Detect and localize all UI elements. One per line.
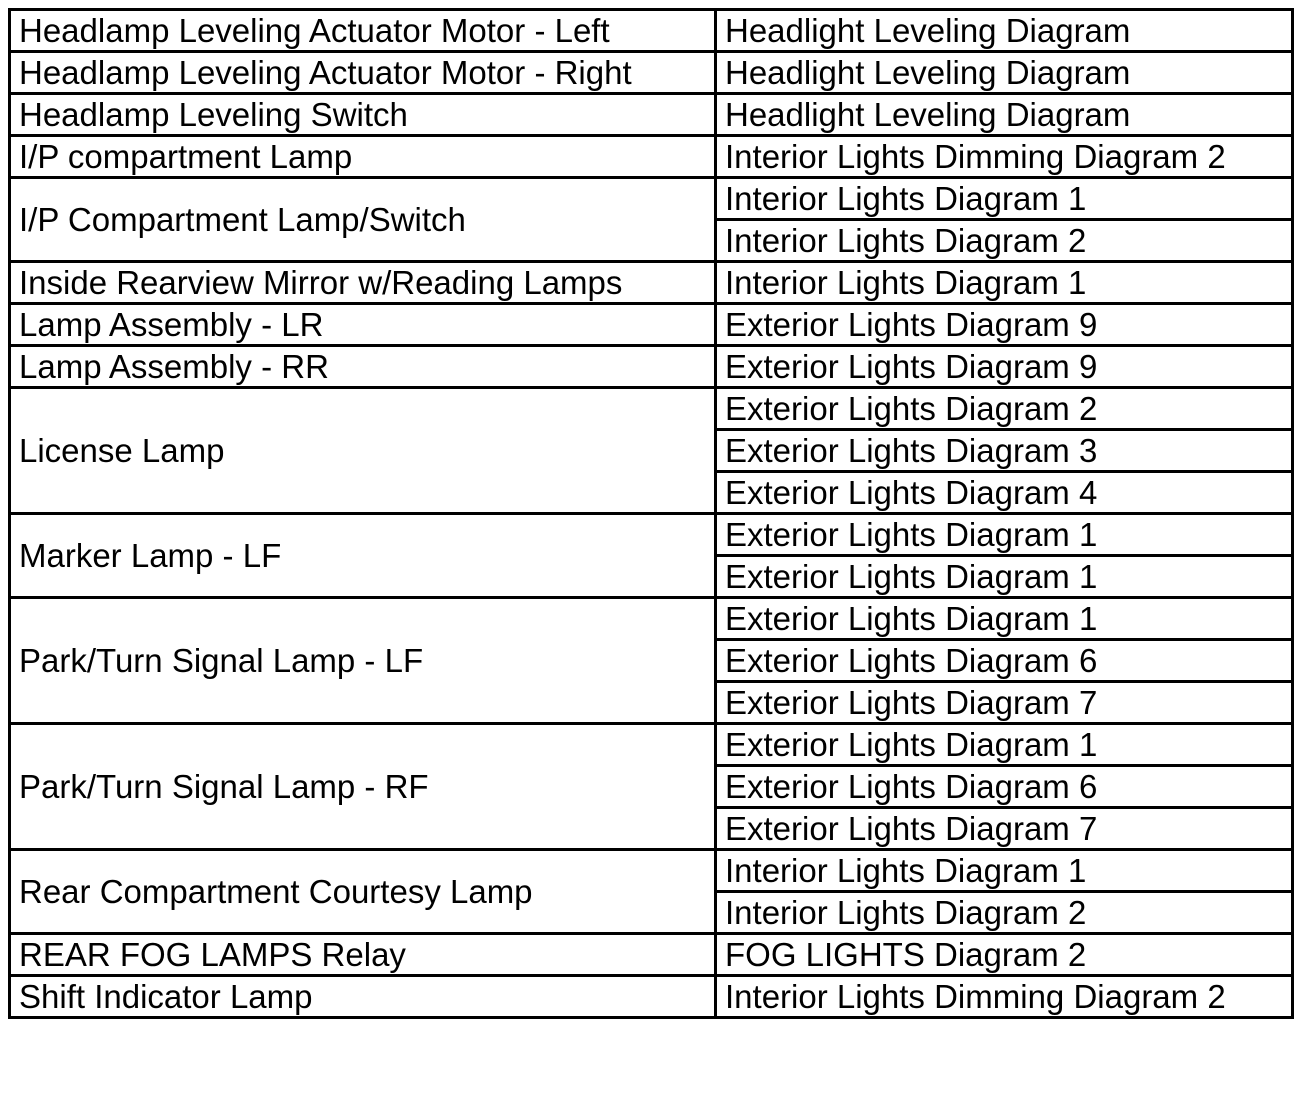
table-row xyxy=(10,136,1293,178)
table-row xyxy=(10,724,1293,766)
table-row xyxy=(10,262,1293,304)
component-cell: Rear Compartment Courtesy Lamp xyxy=(10,850,716,934)
diagram-cell: Interior Lights Diagram 1 xyxy=(716,178,1293,220)
diagram-cell: Exterior Lights Diagram 1 xyxy=(716,598,1293,640)
table-row xyxy=(10,388,1293,430)
table-row xyxy=(10,304,1293,346)
diagram-cell: Headlight Leveling Diagram xyxy=(716,94,1293,136)
diagram-cell: Exterior Lights Diagram 1 xyxy=(716,724,1293,766)
component-cell: REAR FOG LAMPS Relay xyxy=(10,934,716,976)
component-cell: Headlamp Leveling Actuator Motor - Right xyxy=(10,52,716,94)
component-cell: Park/Turn Signal Lamp - LF xyxy=(10,598,716,724)
diagram-cell: FOG LIGHTS Diagram 2 xyxy=(716,934,1293,976)
diagram-cell: Exterior Lights Diagram 6 xyxy=(716,640,1293,682)
diagram-cell: Interior Lights Diagram 2 xyxy=(716,892,1293,934)
component-cell: Lamp Assembly - LR xyxy=(10,304,716,346)
component-cell: Headlamp Leveling Switch xyxy=(10,94,716,136)
diagram-cell: Exterior Lights Diagram 9 xyxy=(716,346,1293,388)
table-body xyxy=(10,10,1293,1018)
diagram-cell: Exterior Lights Diagram 7 xyxy=(716,682,1293,724)
table-row xyxy=(10,934,1293,976)
component-cell: Park/Turn Signal Lamp - RF xyxy=(10,724,716,850)
table-row xyxy=(10,598,1293,640)
diagram-cell: Interior Lights Diagram 1 xyxy=(716,262,1293,304)
table-row xyxy=(10,10,1293,52)
component-cell: I/P compartment Lamp xyxy=(10,136,716,178)
diagram-cell: Interior Lights Dimming Diagram 2 xyxy=(716,136,1293,178)
table-row xyxy=(10,346,1293,388)
diagram-cell: Interior Lights Diagram 1 xyxy=(716,850,1293,892)
diagram-cell: Exterior Lights Diagram 1 xyxy=(716,514,1293,556)
diagram-cell: Exterior Lights Diagram 7 xyxy=(716,808,1293,850)
component-cell: Inside Rearview Mirror w/Reading Lamps xyxy=(10,262,716,304)
diagram-cell: Interior Lights Dimming Diagram 2 xyxy=(716,976,1293,1018)
component-cell: License Lamp xyxy=(10,388,716,514)
diagram-cell: Headlight Leveling Diagram xyxy=(716,52,1293,94)
diagram-cell: Exterior Lights Diagram 3 xyxy=(716,430,1293,472)
table-row xyxy=(10,514,1293,556)
component-cell: Shift Indicator Lamp xyxy=(10,976,716,1018)
diagram-cell: Exterior Lights Diagram 2 xyxy=(716,388,1293,430)
diagram-cell: Exterior Lights Diagram 1 xyxy=(716,556,1293,598)
component-cell: Marker Lamp - LF xyxy=(10,514,716,598)
table-row xyxy=(10,94,1293,136)
component-cell: Headlamp Leveling Actuator Motor - Left xyxy=(10,10,716,52)
diagram-cell: Interior Lights Diagram 2 xyxy=(716,220,1293,262)
component-cell: I/P Compartment Lamp/Switch xyxy=(10,178,716,262)
component-diagram-table xyxy=(8,8,1294,1019)
diagram-cell: Exterior Lights Diagram 4 xyxy=(716,472,1293,514)
diagram-cell: Headlight Leveling Diagram xyxy=(716,10,1293,52)
diagram-cell: Exterior Lights Diagram 9 xyxy=(716,304,1293,346)
table-row xyxy=(10,52,1293,94)
table-row xyxy=(10,850,1293,892)
component-cell: Lamp Assembly - RR xyxy=(10,346,716,388)
diagram-cell: Exterior Lights Diagram 6 xyxy=(716,766,1293,808)
table-row xyxy=(10,178,1293,220)
table-row xyxy=(10,976,1293,1018)
